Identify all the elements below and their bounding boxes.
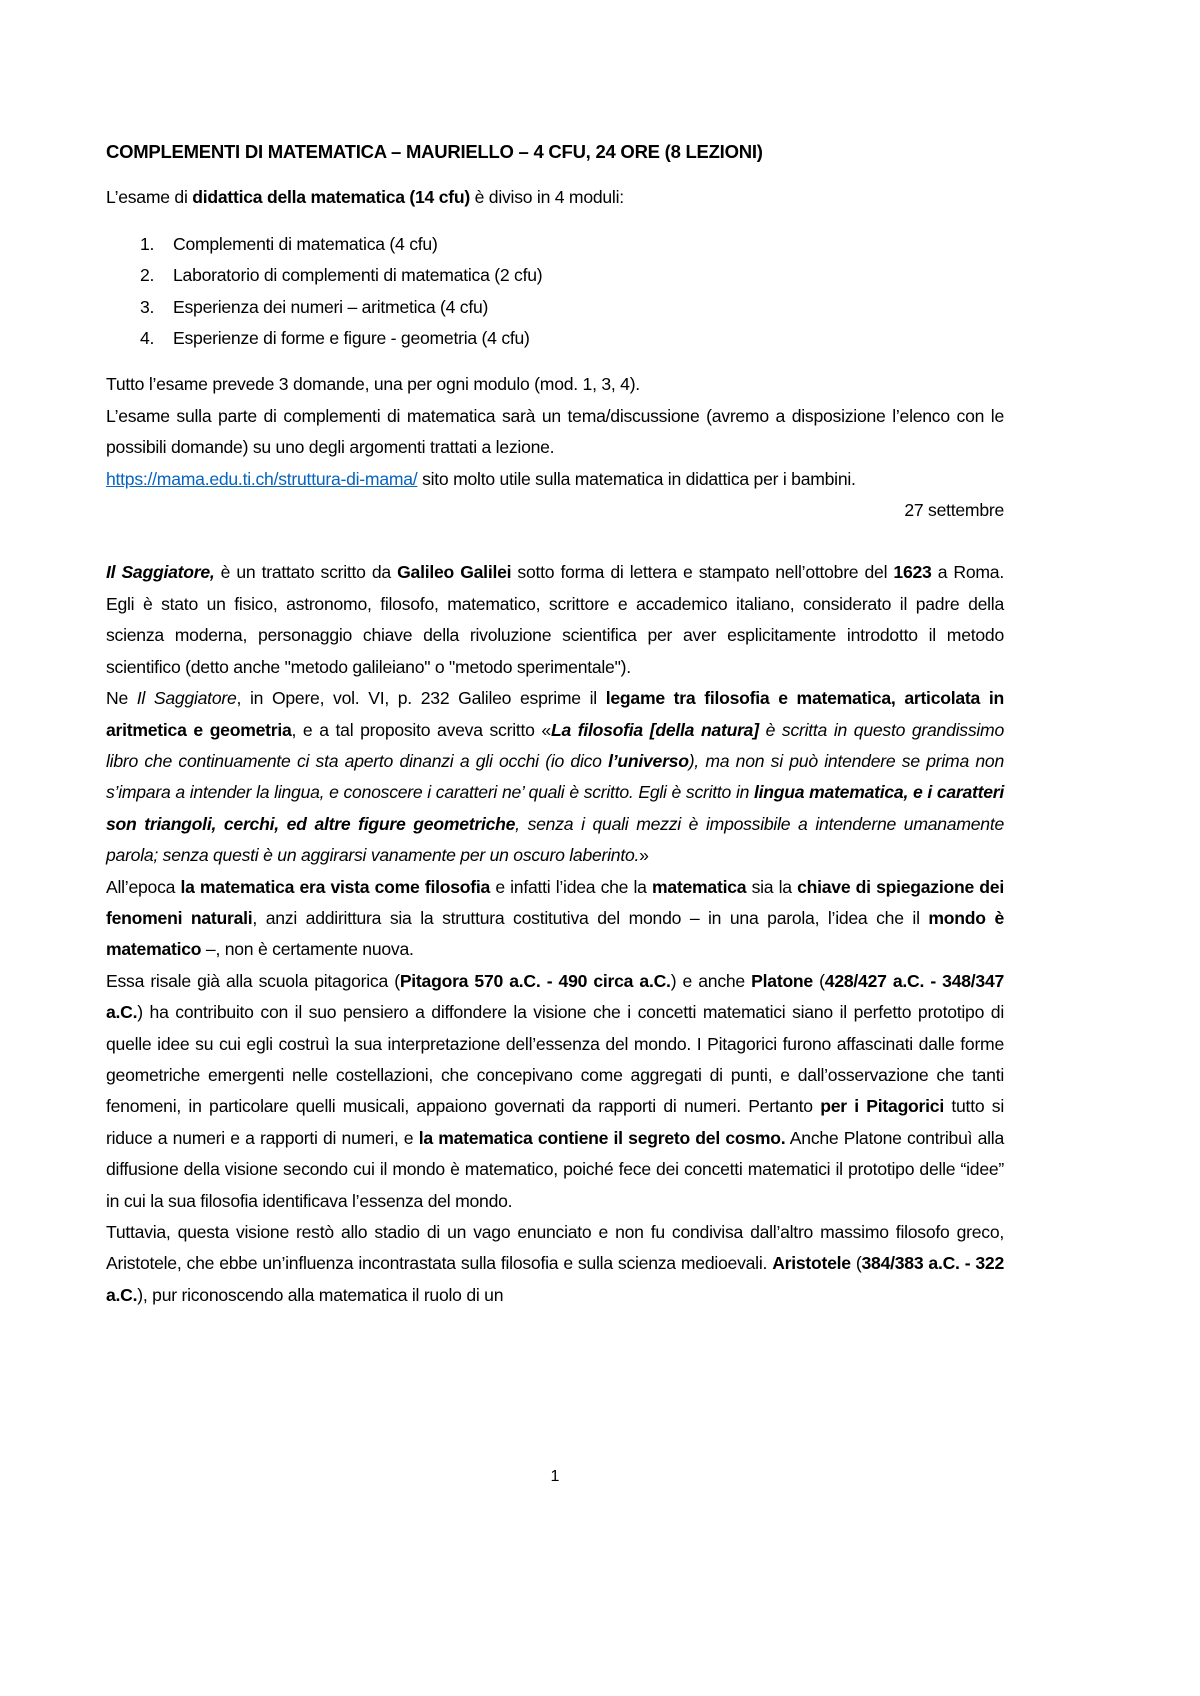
text-run: tutto si riduce a numeri e a rapporti di numeri, e xyxy=(106,1096,1004,1148)
modules-list xyxy=(106,229,1004,355)
list-number: 1. xyxy=(140,233,155,254)
text-run: Galileo Galilei xyxy=(397,562,512,583)
text-run: Essa risale già alla scuola pitagorica ( xyxy=(106,970,400,991)
module-item xyxy=(106,323,1004,354)
text-run: mondo è matematico xyxy=(106,907,1004,960)
text-run: La filosofia [della natura] xyxy=(550,719,759,740)
text-run: matematica xyxy=(651,876,747,897)
text-run: è un trattato scritto da xyxy=(214,562,398,583)
exam-info-line: L’esame sulla parte di complementi di matematica sarà un tema/discussione (avremo a disposizione l’elenco con le possibili domande) su uno degli argomenti trattati a lezione. xyxy=(106,405,1004,458)
text-run: L’esame di xyxy=(106,187,193,208)
text-run: ( xyxy=(850,1253,862,1274)
text-run: ), ma non si può intendere se prima non s’impara a intender la lingua, e conoscere i caratteri ne’ quali è scritto. Egli è scritto in xyxy=(106,750,1004,803)
text-run: ), pur riconoscendo alla matematica il ruolo di un xyxy=(137,1284,504,1305)
text-run: All’epoca xyxy=(106,876,181,897)
body-paragraph xyxy=(106,1217,1004,1311)
exam-info-line: Tutto l’esame prevede 3 domande, una per ogni modulo (mod. 1, 3, 4). xyxy=(106,374,640,395)
text-run: la matematica contiene il segreto del cosmo. xyxy=(418,1127,786,1148)
module-item xyxy=(106,260,1004,291)
page-number: 1 xyxy=(550,1468,560,1485)
text-run: , in Opere, vol. VI, p. 232 Galileo esprime il xyxy=(236,688,606,709)
text-run: didattica della matematica (14 cfu) xyxy=(192,187,470,208)
text-run: Platone xyxy=(751,970,813,991)
text-run: l’universo xyxy=(608,750,689,771)
link-paragraph xyxy=(106,464,1004,495)
module-label: Esperienza dei numeri – aritmetica (4 cfu) xyxy=(173,296,489,317)
list-number: 4. xyxy=(140,328,155,349)
document-page xyxy=(106,136,1004,1311)
text-run: Aristotele xyxy=(772,1253,851,1274)
text-run: lingua matematica, e i caratteri son triangoli, cerchi, ed altre figure geometriche xyxy=(106,782,1005,834)
text-run: Pitagora 570 a.C. - 490 circa a.C. xyxy=(399,970,671,991)
text-run: legame tra filosofia e matematica, articolata in aritmetica e geometria xyxy=(106,688,1004,740)
text-run: sotto forma di lettera e stampato nell’ottobre del xyxy=(511,562,894,583)
text-run: 384/383 a.C. - 322 a.C. xyxy=(106,1253,1005,1305)
text-run: , e a tal proposito aveva scritto « xyxy=(291,719,551,740)
text-run: ) e anche xyxy=(670,970,752,991)
body-paragraph xyxy=(106,872,1004,966)
module-label: Complementi di matematica (4 cfu) xyxy=(173,233,438,254)
text-run: sia la xyxy=(746,876,798,897)
body-paragraph xyxy=(106,557,1004,683)
text-run: , anzi addirittura sia la struttura costitutiva del mondo – in una parola, l’idea che il xyxy=(252,907,929,928)
text-run: ) ha contribuito con il suo pensiero a diffondere la visione che i concetti matematici siano il perfetto prototipo di quelle idee su cui egli costruì la sua interpretazione dell’essenza del mondo. I Pitagorici furono affascinati dalle forme geometriche emergenti nelle costellazioni, che concepivano come aggregati di punti, e dall’osservazione che tanti fenomeni, in particolare quelli musicali, appaiono governati da rapporti di numeri. Pertanto xyxy=(106,1002,1004,1117)
text-run: , senza i quali mezzi è impossibile a intenderne umanamente parola; senza questi è un aggirarsi vanamente per un oscuro laberinto. xyxy=(106,813,1004,866)
text-run: 428/427 a.C. - 348/347 a.C. xyxy=(106,970,1005,1023)
text-run: ( xyxy=(812,970,825,991)
text-run: Tuttavia, questa visione restò allo stadio di un vago enunciato e non fu condivisa dall’altro massimo filosofo greco, Aristotele, che ebbe un’influenza incontrastata sulla filosofia e sulla scienza medioevali. xyxy=(106,1222,1004,1274)
body-paragraph xyxy=(106,966,1004,1217)
mama-link[interactable]: https://mama.edu.ti.ch/struttura-di-mama/ xyxy=(106,468,418,489)
text-run: è diviso in 4 moduli: xyxy=(469,187,624,208)
text-run: chiave di spiegazione dei fenomeni naturali xyxy=(106,876,1004,928)
text-run: Il Saggiatore, xyxy=(106,562,215,583)
intro-paragraph xyxy=(106,182,1004,213)
text-run: a Roma. Egli è stato un fisico, astronomo, filosofo, matematico, scrittore e accademico italiano, considerato il padre della scienza moderna, personaggio chiave della rivoluzione scientifica per aver esplicitamente introdotto il metodo scientifico (detto anche "metodo galileiano" o "metodo sperimentale"). xyxy=(106,562,1004,677)
text-run: per i Pitagorici xyxy=(820,1096,944,1117)
text-run: è scritta in questo grandissimo libro che continuamente ci sta aperto dinanzi a gli occhi (io dico xyxy=(106,719,1004,771)
link-description: sito molto utile sulla matematica in didattica per i bambini. xyxy=(417,468,856,489)
text-run: Il Saggiatore xyxy=(136,688,237,709)
body-paragraph xyxy=(106,683,1004,871)
module-label: Laboratorio di complementi di matematica (2 cfu) xyxy=(173,265,543,286)
text-run: Ne xyxy=(106,688,137,709)
text-run: Anche Platone contribuì alla diffusione della visione secondo cui il mondo è matematico, poiché fece dei concetti matematici il prototipo delle “idee” in cui la sua filosofia identificava l’essenza del mondo. xyxy=(106,1127,1004,1211)
list-number: 3. xyxy=(140,296,155,317)
text-run: 1623 xyxy=(893,562,932,583)
module-item xyxy=(106,229,1004,260)
text-run: la matematica era vista come filosofia xyxy=(180,876,491,897)
document-title: COMPLEMENTI DI MATEMATICA – MAURIELLO – 4 CFU, 24 ORE (8 LEZIONI) xyxy=(106,141,763,162)
module-item xyxy=(106,292,1004,323)
text-run: » xyxy=(639,845,649,866)
list-number: 2. xyxy=(140,265,155,286)
module-label: Esperienze di forme e figure - geometria (4 cfu) xyxy=(173,328,530,349)
text-run: –, non è certamente nuova. xyxy=(201,939,414,960)
text-run: e infatti l’idea che la xyxy=(490,876,652,897)
lesson-date: 27 settembre xyxy=(904,500,1004,521)
